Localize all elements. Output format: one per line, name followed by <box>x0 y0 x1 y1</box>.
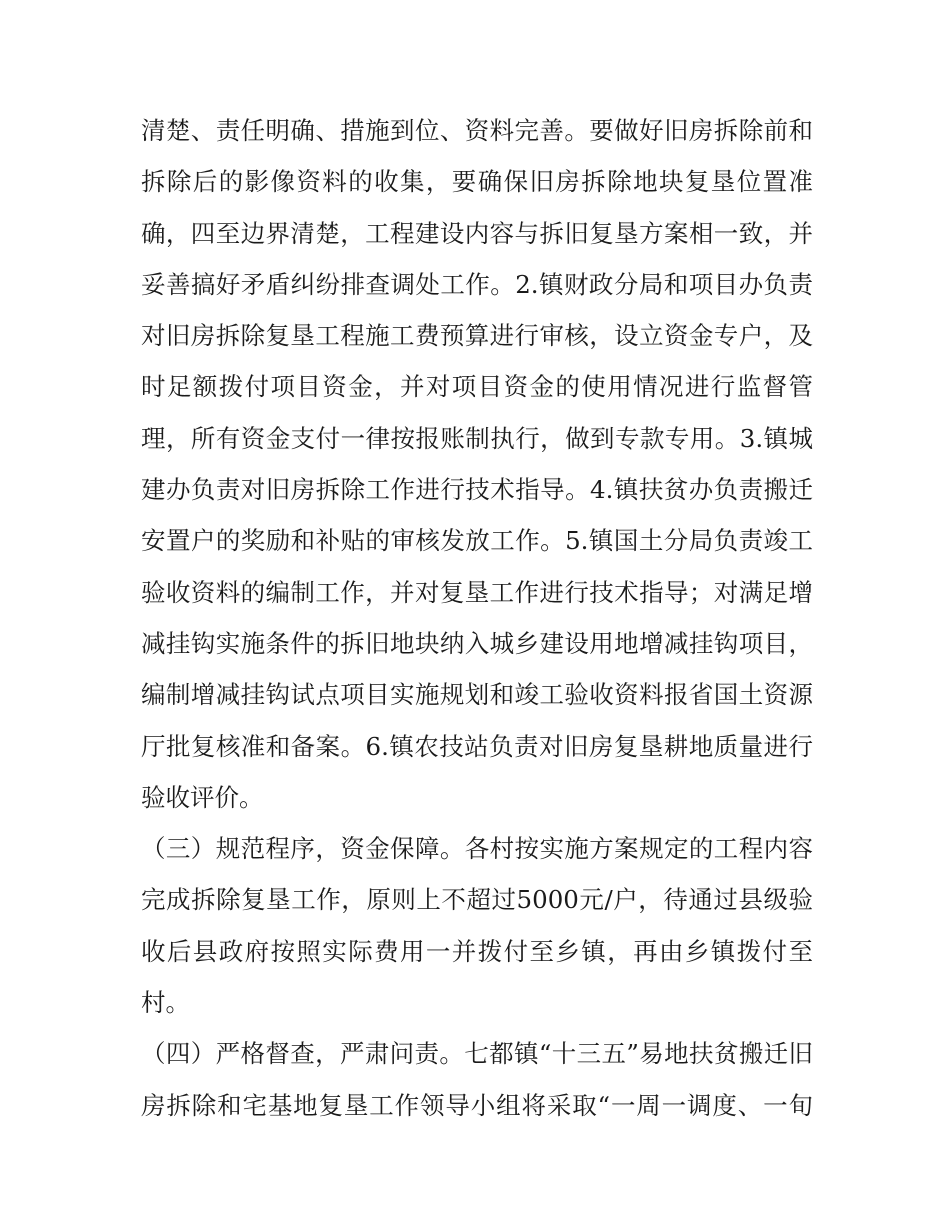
text-line: （三）规范程序，资金保障。各村按实施方案规定的工程内容 <box>141 834 813 864</box>
text-line: 收后县政府按照实际费用一并拨付至乡镇，再由乡镇拨付至 <box>141 936 813 966</box>
text-line: 理，所有资金支付一律按报账制执行，做到专款专用。3.镇城 <box>141 423 813 453</box>
document-body <box>141 105 813 1131</box>
text-line: 减挂钩实施条件的拆旧地块纳入城乡建设用地增减挂钩项目， <box>141 628 813 658</box>
text-line: 房拆除和宅基地复垦工作领导小组将采取“一周一调度、一旬 <box>141 1090 813 1120</box>
text-line: 确，四至边界清楚，工程建设内容与拆旧复垦方案相一致，并 <box>141 218 813 248</box>
text-line: 编制增减挂钩试点项目实施规划和竣工验收资料报省国土资源 <box>141 680 813 710</box>
text-line: 妥善搞好矛盾纠纷排查调处工作。2.镇财政分局和项目办负责 <box>141 269 813 299</box>
text-line: 厅批复核准和备案。6.镇农技站负责对旧房复垦耕地质量进行 <box>141 731 813 761</box>
text-line: 完成拆除复垦工作，原则上不超过5000元/户，待通过县级验 <box>141 885 813 915</box>
text-line: 拆除后的影像资料的收集，要确保旧房拆除地块复垦位置准 <box>141 167 813 197</box>
text-line: 验收评价。 <box>141 782 264 812</box>
text-line: 清楚、责任明确、措施到位、资料完善。要做好旧房拆除前和 <box>141 116 813 145</box>
text-line: 村。 <box>141 988 190 1018</box>
text-line: 验收资料的编制工作，并对复垦工作进行技术指导；对满足增 <box>141 577 813 607</box>
text-line: 建办负责对旧房拆除工作进行技术指导。4.镇扶贫办负责搬迁 <box>141 475 813 505</box>
text-line: （四）严格督查，严肃问责。七都镇“十三五”易地扶贫搬迁旧 <box>141 1039 813 1069</box>
text-line: 时足额拨付项目资金，并对项目资金的使用情况进行监督管 <box>141 372 813 402</box>
text-line: 安置户的奖励和补贴的审核发放工作。5.镇国土分局负责竣工 <box>141 526 813 556</box>
text-line: 对旧房拆除复垦工程施工费预算进行审核，设立资金专户，及 <box>141 321 813 351</box>
